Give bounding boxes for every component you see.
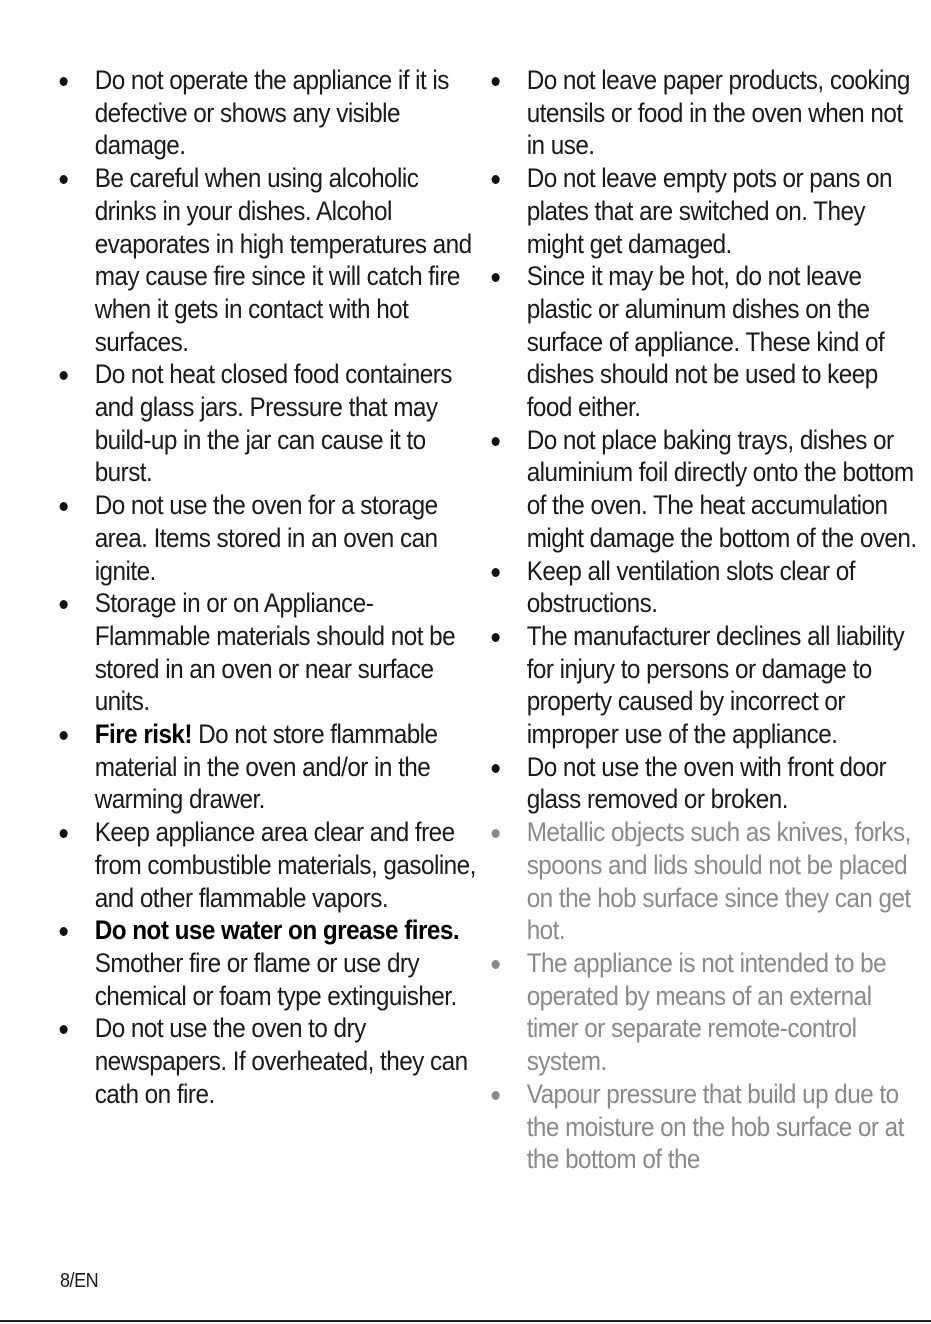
list-item: [488, 947, 921, 1078]
bullet-icon: [492, 960, 500, 969]
bullet-icon: [492, 273, 500, 282]
item-text: Do not leave empty pots or pans on plates that are switched on. They might get damaged.: [526, 163, 892, 259]
item-text: Do not store flammable material in the oven and/or in the warming drawer.: [94, 719, 438, 815]
list-item: [488, 1078, 921, 1176]
list-item: [488, 64, 921, 162]
list-item: [488, 620, 921, 751]
page-number: 8/EN: [60, 1270, 99, 1292]
left-column: [56, 64, 476, 1111]
item-text: Do not use the oven with front door glass removed or broken.: [526, 751, 887, 815]
list-item: [56, 718, 479, 816]
bullet-icon: [60, 1025, 68, 1034]
list-item: [56, 914, 479, 1012]
item-text: Since it may be hot, do not leave plastic or aluminum dishes on the surface of appliance. These kind of dishes should not be used to keep food either.: [526, 261, 885, 423]
bullet-icon: [492, 764, 500, 773]
item-text: Do not heat closed food containers and glass jars. Pressure that may build-up in the jar can cause it to burst.: [94, 359, 452, 488]
bullet-icon: [492, 437, 500, 446]
bullet-icon: [60, 77, 68, 86]
bullet-icon: [60, 502, 68, 511]
bullet-icon: [60, 371, 68, 380]
list-item: [488, 816, 921, 947]
item-text: The manufacturer declines all liability for injury to persons or damage to property caused by incorrect or improper use of the appliance.: [526, 620, 905, 750]
bullet-icon: [60, 829, 68, 838]
item-text: Vapour pressure that build up due to the moisture on the hob surface or at the bottom of the: [526, 1078, 904, 1175]
item-text: Do not place baking trays, dishes or aluminium foil directly onto the bottom of the oven. The heat accumulation might damage the bottom of the oven.: [526, 424, 917, 553]
item-text: Be careful when using alcoholic drinks in your dishes. Alcohol evaporates in high temperatures and may cause fire since it will catch fire when it gets in contact with hot surfaces.: [94, 163, 472, 357]
list-item: [56, 489, 479, 587]
bold-warning: Fire risk!: [94, 719, 192, 750]
item-text: Do not use the oven to dry newspapers. If overheated, they can cath on fire.: [94, 1013, 468, 1109]
list-item: [488, 555, 921, 620]
bullet-icon: [492, 829, 500, 838]
bullet-icon: [492, 568, 500, 577]
list-item: [56, 1012, 479, 1110]
list-item: [56, 358, 479, 489]
bullet-icon: [492, 77, 500, 86]
list-item: [488, 751, 921, 816]
list-item: [56, 64, 479, 162]
bullet-icon: [492, 633, 500, 642]
list-item: [56, 816, 479, 914]
item-text: Metallic objects such as knives, forks, spoons and lids should not be placed on the hob surface since they can get hot.: [526, 817, 911, 946]
bullet-icon: [60, 175, 68, 184]
bullet-icon: [492, 1091, 500, 1100]
list-item: [56, 587, 479, 718]
item-text: Smother fire or flame or use dry chemical or foam type extinguisher.: [94, 947, 457, 1011]
safety-list-right: [488, 64, 917, 1176]
item-text: Do not use the oven for a storage area. Items stored in an oven can ignite.: [94, 490, 438, 586]
item-text: Do not operate the appliance if it is defective or shows any visible damage.: [94, 65, 449, 161]
item-text: Storage in or on Appliance- Flammable materials should not be stored in an oven or near surface units.: [94, 588, 456, 717]
bullet-icon: [60, 927, 68, 936]
bullet-icon: [492, 175, 500, 184]
bullet-icon: [60, 600, 68, 609]
item-text: Keep all ventilation slots clear of obstructions.: [526, 555, 855, 619]
bold-warning: Do not use water on grease fires.: [94, 915, 460, 946]
right-column: [488, 64, 917, 1176]
safety-list-left: [56, 64, 476, 1111]
list-item: [488, 424, 921, 555]
item-text: Keep appliance area clear and free from combustible materials, gasoline, and other flammable vapors.: [94, 817, 476, 913]
bottom-rule: [0, 1320, 931, 1322]
item-text: Do not leave paper products, cooking utensils or food in the oven when not in use.: [526, 65, 910, 161]
bullet-icon: [60, 731, 68, 740]
item-text: The appliance is not intended to be operated by means of an external timer or separate remote-control system.: [526, 947, 887, 1077]
list-item: [56, 162, 479, 358]
list-item: [488, 260, 921, 424]
list-item: [488, 162, 921, 260]
